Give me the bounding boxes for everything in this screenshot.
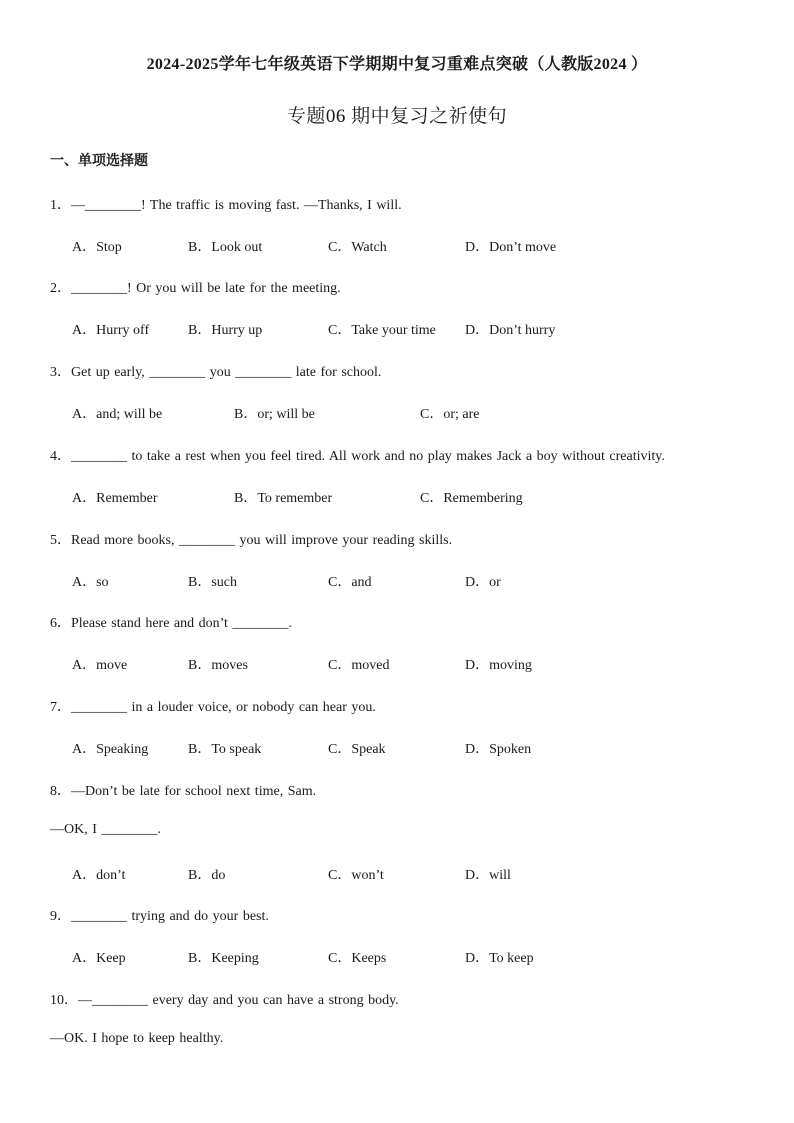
question-4-stem: 4．________ to take a rest when you feel tired. All work and no play makes Jack a boy without creativity. [50, 449, 665, 464]
option-b[interactable]: B．To speak [188, 742, 262, 757]
option-c[interactable]: C．Keeps [328, 951, 387, 966]
question-9-options [72, 947, 772, 967]
option-b[interactable]: B．To remember [234, 491, 333, 506]
option-d[interactable]: D．moving [465, 658, 532, 673]
option-c[interactable]: C．won’t [328, 868, 384, 883]
option-d[interactable]: D．Spoken [465, 742, 532, 757]
option-b[interactable]: B．Look out [188, 240, 263, 255]
document-subtitle: 专题06 期中复习之祈使句 [286, 106, 508, 127]
option-c[interactable]: C．Watch [328, 240, 387, 255]
option-a[interactable]: A．don’t [72, 868, 126, 883]
option-a[interactable]: A．so [72, 575, 109, 590]
question-4-options [72, 487, 772, 507]
question-10-stem: 10．—________ every day and you can have a strong body. [50, 993, 399, 1008]
question-7-options [72, 738, 772, 758]
question-8-dialogue: —OK, I ________. [50, 822, 161, 837]
section-heading: 一、单项选择题 [50, 154, 148, 169]
option-a[interactable]: A．move [72, 658, 128, 673]
question-10-dialogue: —OK. I hope to keep healthy. [50, 1031, 224, 1046]
question-1-stem: 1．—________! The traffic is moving fast. —Thanks, I will. [50, 198, 402, 213]
question-6-stem: 6．Please stand here and don’t ________. [50, 616, 292, 631]
option-a[interactable]: A．and; will be [72, 407, 163, 422]
option-a[interactable]: A．Speaking [72, 742, 149, 757]
question-8-options [72, 864, 772, 884]
question-3-options [72, 403, 772, 423]
question-3-stem: 3．Get up early, ________ you ________ late for school. [50, 365, 382, 380]
option-b[interactable]: B．Hurry up [188, 323, 263, 338]
option-b[interactable]: B．Keeping [188, 951, 259, 966]
option-b[interactable]: B．such [188, 575, 237, 590]
option-c[interactable]: C．Take your time [328, 323, 436, 338]
option-d[interactable]: D．or [465, 575, 501, 590]
question-2-options [72, 319, 772, 339]
option-a[interactable]: A．Hurry off [72, 323, 150, 338]
option-c[interactable]: C．Remembering [420, 491, 523, 506]
option-c[interactable]: C．or; are [420, 407, 480, 422]
question-5-options [72, 571, 772, 591]
option-a[interactable]: A．Stop [72, 240, 122, 255]
question-7-stem: 7．________ in a louder voice, or nobody can hear you. [50, 700, 376, 715]
option-c[interactable]: C．moved [328, 658, 390, 673]
option-a[interactable]: A．Remember [72, 491, 158, 506]
option-d[interactable]: D．will [465, 868, 511, 883]
question-9-stem: 9．________ trying and do your best. [50, 909, 269, 924]
option-b[interactable]: B．moves [188, 658, 248, 673]
option-b[interactable]: B．do [188, 868, 226, 883]
question-5-stem: 5．Read more books, ________ you will improve your reading skills. [50, 533, 453, 548]
option-c[interactable]: C．and [328, 575, 372, 590]
question-2-stem: 2．________! Or you will be late for the meeting. [50, 281, 341, 296]
question-1-options [72, 236, 772, 256]
question-6-options [72, 654, 772, 674]
option-d[interactable]: D．Don’t move [465, 240, 557, 255]
option-a[interactable]: A．Keep [72, 951, 126, 966]
question-8-stem: 8．—Don’t be late for school next time, Sam. [50, 784, 317, 799]
document-title: 2024-2025学年七年级英语下学期期中复习重难点突破（人教版2024 ） [146, 56, 648, 73]
option-d[interactable]: D．Don’t hurry [465, 323, 556, 338]
option-b[interactable]: B．or; will be [234, 407, 315, 422]
option-d[interactable]: D．To keep [465, 951, 534, 966]
option-c[interactable]: C．Speak [328, 742, 386, 757]
